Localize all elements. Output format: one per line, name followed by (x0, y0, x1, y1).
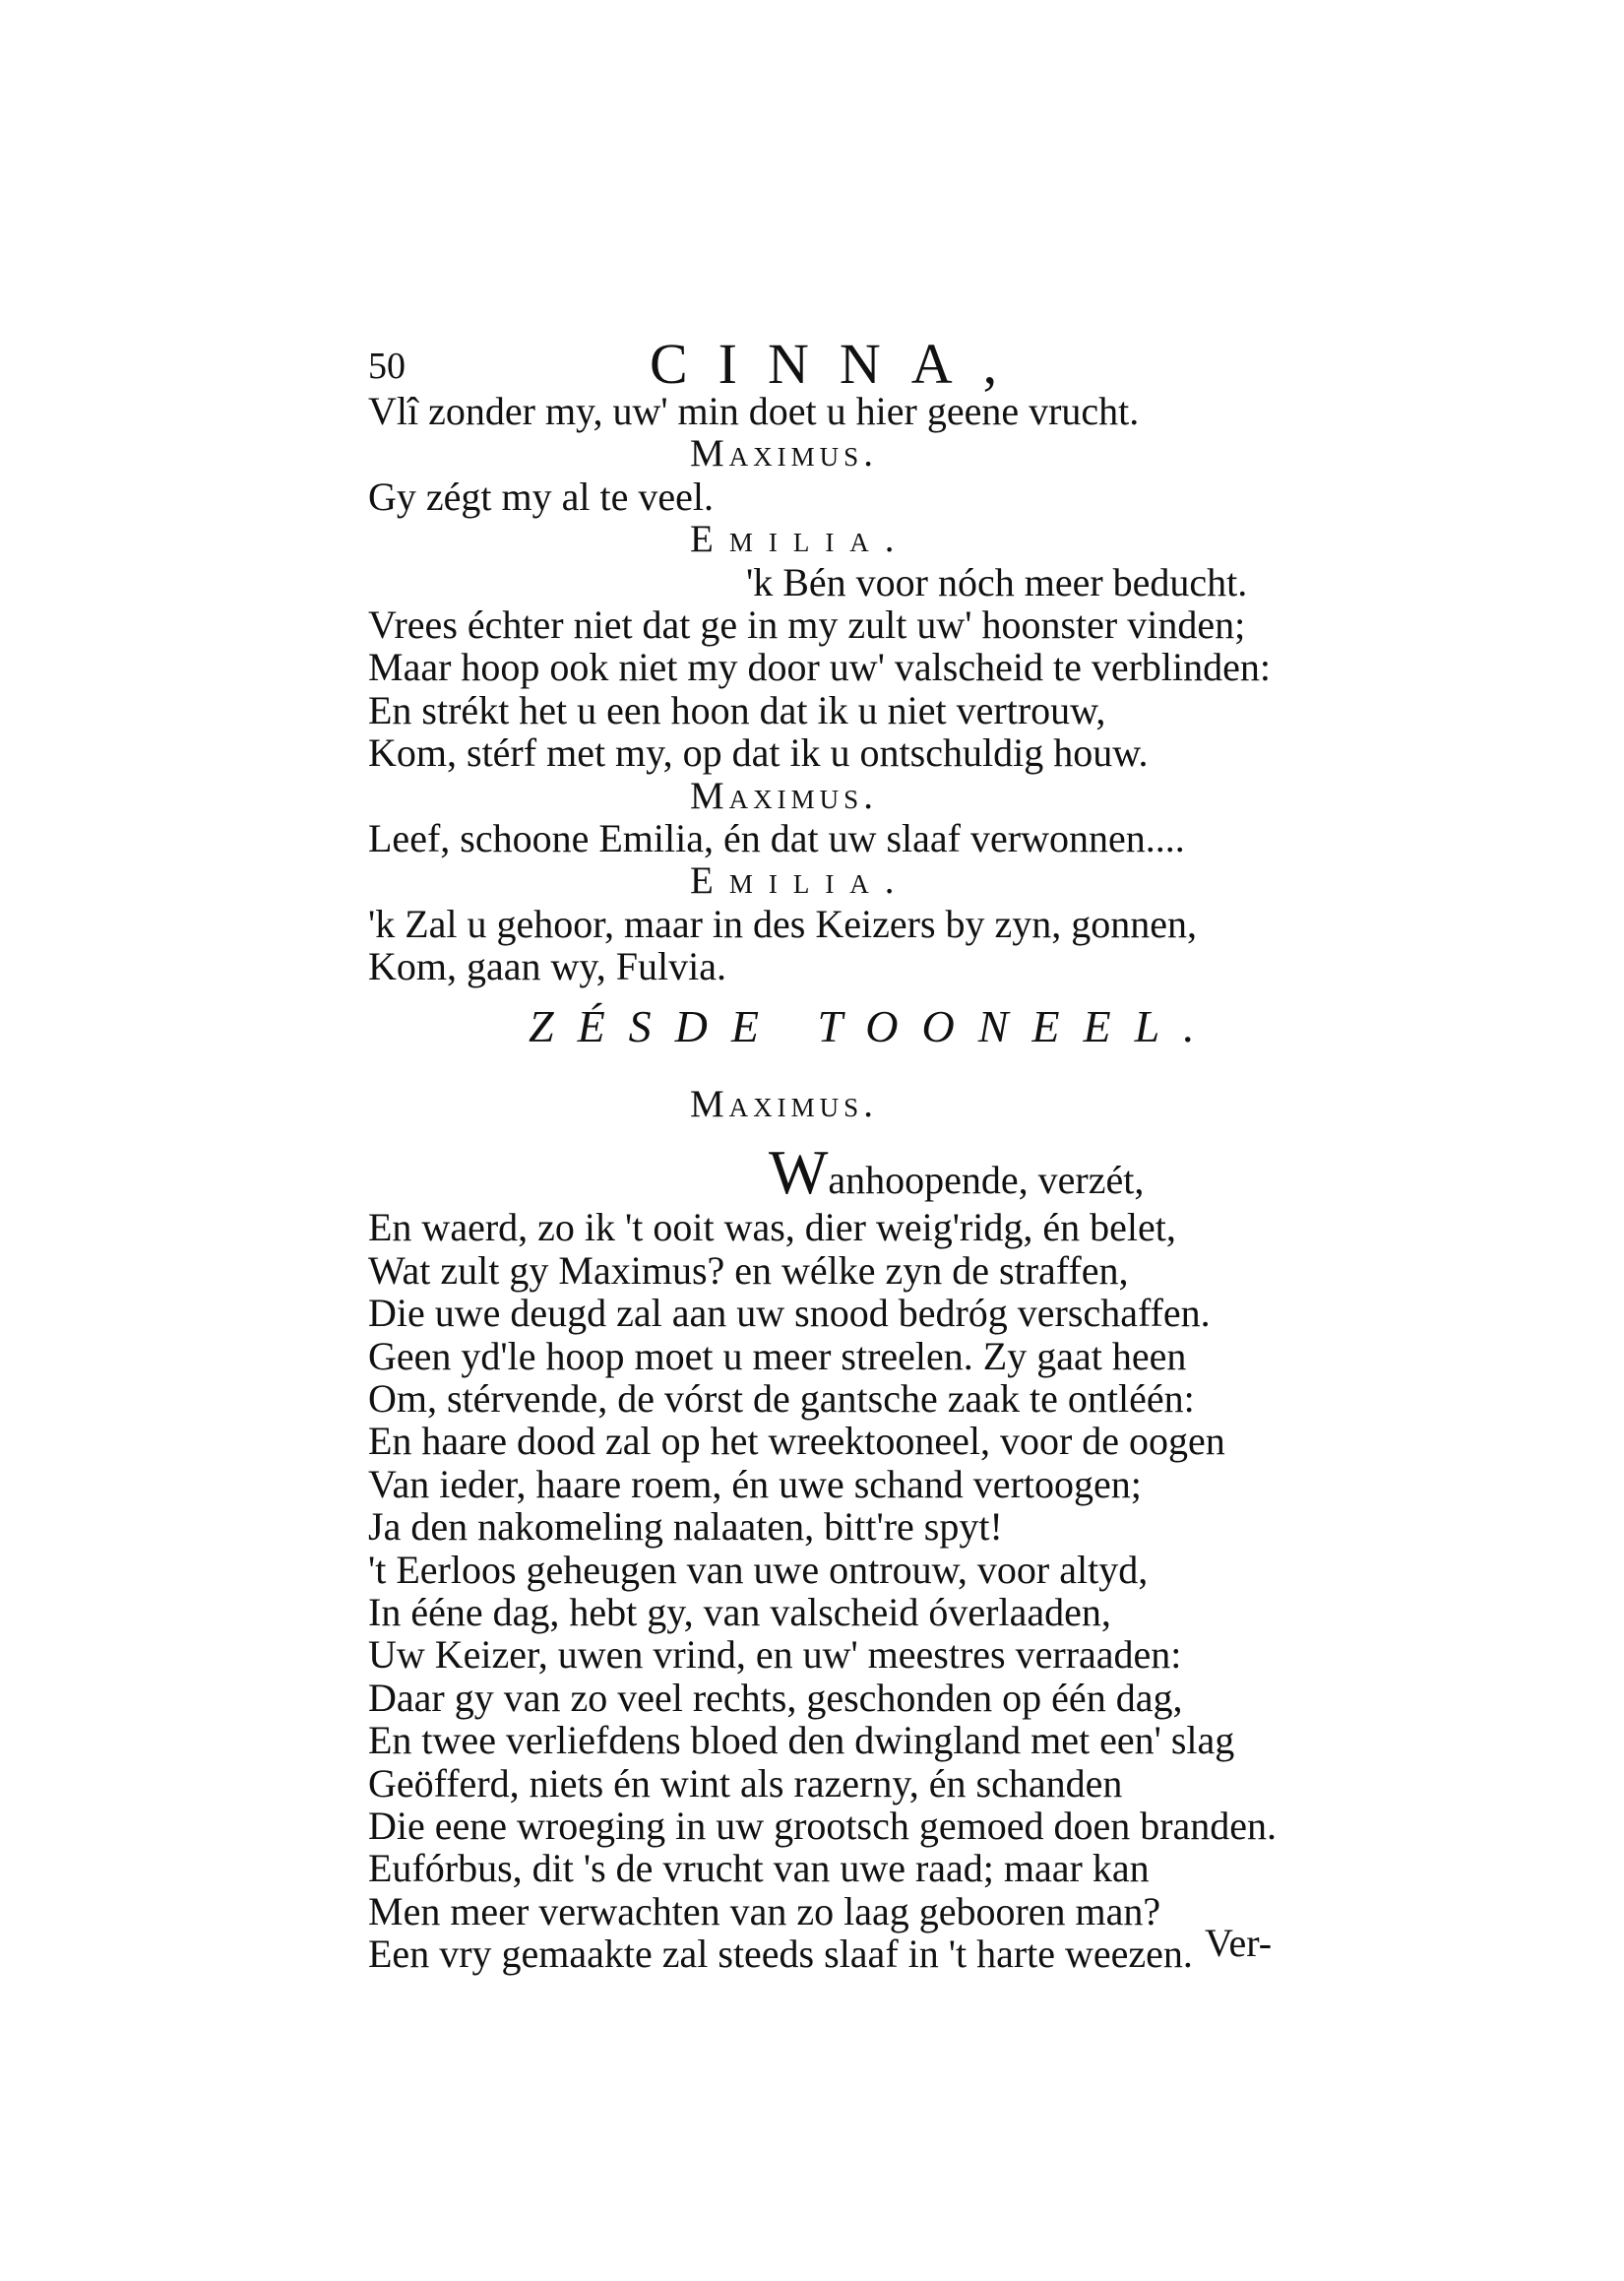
verse-line: Die uwe deugd zal aan uw snood bedróg verschaffen. (368, 1291, 1211, 1336)
verse-line: Leef, schoone Emilia, én dat uw slaaf verwonnen.... (368, 815, 1185, 860)
verse-line: Gy zégt my al te veel. (368, 474, 714, 519)
verse-line: Geöfferd, niets én wint als razerny, én schanden (368, 1760, 1123, 1806)
scene-heading: ZÉSDE TOONEEL. (529, 1001, 1218, 1052)
verse-line: Om, stérvende, de vórst de gantsche zaak te ontléén: (368, 1376, 1195, 1422)
verse-line: Een vry gemaakte zal steeds slaaf in 't harte weezen. (368, 1932, 1193, 1977)
verse-line: Kom, stérf met my, op dat ik u ontschuldig houw. (368, 730, 1149, 776)
verse-line: En haare dood zal op het wreektooneel, voor de oogen (368, 1419, 1225, 1464)
speaker-name: Maximus. (690, 432, 878, 475)
verse-line: En twee verliefdens bloed den dwingland met een' slag (368, 1718, 1235, 1763)
verse-line: Geen yd'le hoop moet u meer streelen. Zy gaat heen (368, 1333, 1187, 1378)
verse-line: Men meer verwachten van zo laag gebooren man? (368, 1888, 1161, 1933)
verse-line: Ja den nakomeling nalaaten, bitt're spyt! (368, 1504, 1003, 1550)
verse-line: Uw Keizer, uwen vrind, en uw' meestres verraaden: (368, 1632, 1182, 1678)
page-number: 50 (368, 346, 406, 387)
catchword: Ver- (1205, 1921, 1273, 1965)
verse-line: Van ieder, haare roem, én uwe schand vertoogen; (368, 1461, 1142, 1506)
verse-line: Wat zult gy Maximus? en wélke zyn de straffen, (368, 1247, 1129, 1293)
verse-line: Die eene wroeging in uw grootsch gemoed doen branden. (368, 1803, 1278, 1848)
dropcap-rest: anhoopende, verzét, (828, 1158, 1145, 1203)
speaker-name: Maximus. (690, 774, 878, 817)
verse-line: Daar gy van zo veel rechts, geschonden op één dag, (368, 1675, 1183, 1720)
verse-line: Vrees échter niet dat ge in my zult uw' hoonster vinden; (368, 602, 1246, 647)
running-title: CINNA, (650, 332, 1029, 396)
dropcap-line (368, 1137, 1313, 1208)
verse-line: Kom, gaan wy, Fulvia. (368, 944, 727, 989)
verse-text (368, 390, 1313, 1976)
verse-line: Vlî zonder my, uw' min doet u hier geene vrucht. (368, 389, 1140, 433)
verse-line: 't Eerloos geheugen van uwe ontrouw, voor altyd, (368, 1547, 1149, 1592)
verse-line: Eufórbus, dit 's de vrucht van uwe raad; maar kan (368, 1846, 1150, 1891)
verse-line: En strékt het u een hoon dat ik u niet vertrouw, (368, 687, 1106, 732)
speaker-name: Emilia. (690, 518, 910, 561)
dialogue-block (368, 390, 1313, 987)
verse-line: Maar hoop ook niet my door uw' valscheid te verblinden: (368, 645, 1271, 690)
scene-speaker: Maximus. (690, 1083, 878, 1126)
verse-line: En waerd, zo ik 't ooit was, dier weig'ridg, én belet, (368, 1205, 1176, 1250)
speaker-name: Emilia. (690, 859, 910, 903)
verse-line: In ééne dag, hebt gy, van valscheid óverlaaden, (368, 1589, 1111, 1634)
verse-line: 'k Zal u gehoor, maar in des Keizers by zyn, gonnen, (368, 901, 1198, 946)
verse-line: 'k Bén voor nóch meer beducht. (746, 559, 1248, 604)
drop-capital: W (769, 1137, 829, 1208)
monologue-block (368, 1206, 1313, 1975)
